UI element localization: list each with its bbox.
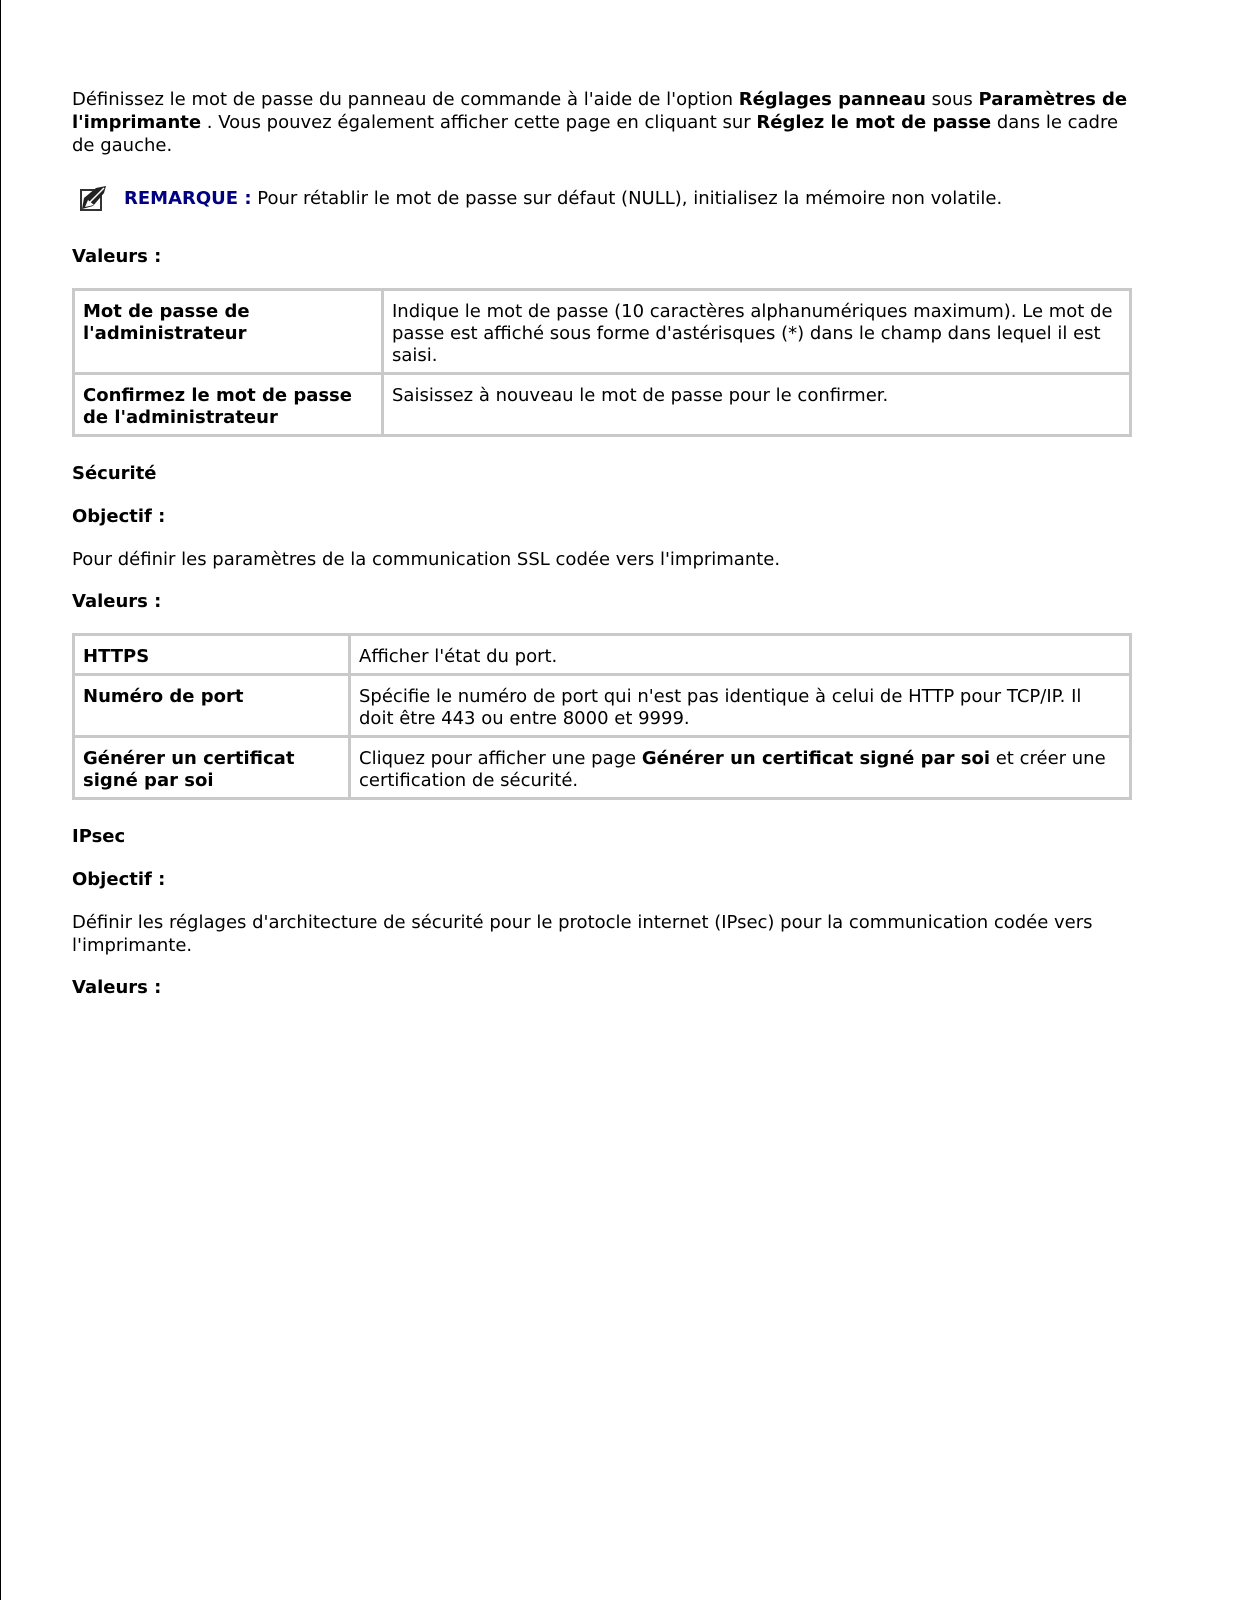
objective-heading-ipsec: Objectif :	[72, 869, 166, 890]
cert-desc-text-2: et créer une certification de sécurité.	[359, 748, 1106, 791]
row-name-confirm-password: Confirmez le mot de passe de l'administrateur	[74, 374, 383, 436]
left-frame-border	[0, 0, 1, 1600]
note-label: REMARQUE :	[124, 188, 252, 209]
cert-desc-bold: Générer un certificat signé par soi	[641, 748, 991, 769]
note-block	[72, 187, 1132, 211]
password-values-table	[72, 288, 1132, 437]
row-desc-port-number: Spécifie le numéro de port qui n'est pas identique à celui de HTTP pour TCP/IP. Il doit être 443 ou entre 8000 et 9999.	[350, 675, 1131, 737]
table-row	[74, 290, 1131, 374]
intro-bold-reglages-panneau: Réglages panneau	[738, 89, 926, 110]
intro-text-4: dans le cadre de gauche.	[72, 112, 1119, 156]
row-name-admin-password: Mot de passe de l'administrateur	[74, 290, 383, 374]
intro-text-1: Définissez le mot de passe du panneau de commande à l'aide de l'option	[72, 89, 739, 110]
table-row	[74, 737, 1131, 799]
objective-text-ipsec: Définir les réglages d'architecture de sécurité pour le protocle internet (IPsec) pour la communication codée vers l'imprimante.	[72, 912, 1093, 956]
objective-heading-securite: Objectif :	[72, 506, 166, 527]
intro-text-3: . Vous pouvez également afficher cette page en cliquant sur	[201, 112, 757, 133]
row-desc-self-signed-cert	[350, 737, 1131, 799]
values-heading-securite: Valeurs :	[72, 591, 162, 612]
intro-bold-reglez-mot-de-passe: Réglez le mot de passe	[756, 112, 992, 133]
section-title-ipsec: IPsec	[72, 826, 126, 847]
cert-desc-text-1: Cliquez pour afficher une page	[359, 748, 642, 769]
table-row	[74, 675, 1131, 737]
row-name-https: HTTPS	[74, 635, 350, 675]
row-desc-confirm-password: Saisissez à nouveau le mot de passe pour le confirmer.	[383, 374, 1131, 436]
objective-text-securite: Pour définir les paramètres de la communication SSL codée vers l'imprimante.	[72, 549, 781, 570]
note-text	[124, 187, 1002, 210]
intro-paragraph	[72, 88, 1132, 157]
note-body: Pour rétablir le mot de passe sur défaut (NULL), initialisez la mémoire non volatile.	[251, 188, 1003, 209]
document-content	[72, 88, 1132, 1019]
table-row	[74, 635, 1131, 675]
row-desc-https: Afficher l'état du port.	[350, 635, 1131, 675]
row-name-self-signed-cert: Générer un certificat signé par soi	[74, 737, 350, 799]
section-title-securite: Sécurité	[72, 463, 157, 484]
intro-bold-parametres-imprimante: Paramètres de l'imprimante	[72, 89, 1128, 133]
values-heading-password: Valeurs :	[72, 246, 162, 267]
note-pencil-icon	[80, 185, 110, 211]
row-desc-admin-password: Indique le mot de passe (10 caractères alphanumériques maximum). Le mot de passe est affiché sous forme d'astérisques (*) dans le champ dans lequel il est saisi.	[383, 290, 1131, 374]
row-name-port-number: Numéro de port	[74, 675, 350, 737]
intro-text-2: sous	[925, 89, 979, 110]
securite-values-table	[72, 633, 1132, 800]
table-row	[74, 374, 1131, 436]
values-heading-ipsec: Valeurs :	[72, 977, 162, 998]
